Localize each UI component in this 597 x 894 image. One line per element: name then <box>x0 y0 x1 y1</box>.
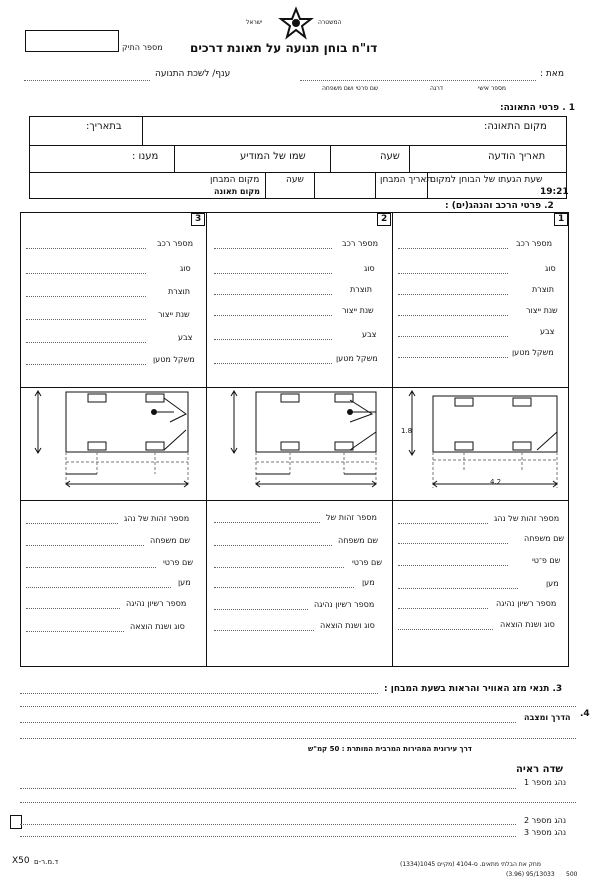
driver1-view-label: נהג מספר 1 <box>524 778 567 787</box>
vehicle1-length: 4.2 <box>490 478 502 486</box>
v2-driver-field: שם משפחה <box>338 536 379 545</box>
driver3-view-line[interactable] <box>20 836 516 837</box>
driver2-view-line[interactable] <box>20 824 516 825</box>
from-label: מאת : <box>540 69 564 79</box>
print-info-line1: מחק את הבלתי מתאים. ס-4104 (מקיים 1045(1334) <box>400 861 541 868</box>
v3-driver-input[interactable] <box>26 523 118 524</box>
v1-driver-field: מען <box>546 579 559 588</box>
v2-input[interactable] <box>214 273 332 274</box>
v3-driver-field: סוג ושנת הוצאה <box>130 622 185 631</box>
weather-line[interactable] <box>20 693 378 694</box>
v2-driver-field: שם פרטי <box>352 558 383 567</box>
v3-input[interactable] <box>26 296 146 297</box>
police-emblem-icon <box>276 6 316 40</box>
from-line[interactable] <box>300 80 536 81</box>
v2-driver-input[interactable] <box>214 545 332 546</box>
v1-field: תוצרת <box>532 285 554 294</box>
notifier-address-label: מענו : <box>132 151 159 162</box>
driver1-view-line-1[interactable] <box>20 788 516 789</box>
v1-input[interactable] <box>398 273 508 274</box>
speed-limit-label: דרך עירונית המהירות המרבית המותרת : 50 קמ"ש <box>308 745 472 753</box>
personal-number-label: מספר אישי <box>478 85 506 92</box>
v1-driver-input[interactable] <box>398 629 493 630</box>
v1-driver-input[interactable] <box>398 608 488 609</box>
v3-driver-field: מספר זהות של נהג <box>124 514 190 523</box>
v3-driver-field: שם משפחה <box>150 536 191 545</box>
v3-input[interactable] <box>26 342 146 343</box>
v1-driver-input[interactable] <box>398 588 518 589</box>
v3-driver-input[interactable] <box>26 567 156 568</box>
v1-input[interactable] <box>398 248 508 249</box>
v3-field: מספר רכב <box>157 239 194 248</box>
driver1-view-line-2[interactable] <box>20 802 576 803</box>
v3-field: תוצרת <box>168 287 190 296</box>
page-title: דו"ח בוחן תנועה על תאונת דרכים <box>190 41 378 55</box>
exam-hour-label: שעה <box>286 175 304 185</box>
v2-field: תוצרת <box>350 285 372 294</box>
v3-input[interactable] <box>26 319 146 320</box>
accident-place-label: מקום התאונה: <box>484 121 547 132</box>
to-line[interactable] <box>24 80 150 81</box>
v3-field: צבע <box>178 333 193 342</box>
v1-field: שנת ייצור <box>526 306 558 315</box>
v1-driver-field: סוג ושנת הוצאה <box>500 620 555 629</box>
v2-driver-input[interactable] <box>214 567 344 568</box>
v2-input[interactable] <box>214 339 332 340</box>
form-code: ד.מ.ר-ם <box>34 858 59 866</box>
arrival-time: 19:21 <box>540 187 569 197</box>
field-of-view-label: שדה ראיה <box>516 764 563 775</box>
v2-field: מספר רכב <box>342 239 379 248</box>
vehicle-diagram-2 <box>209 388 390 500</box>
driver3-view-label: נהג מספר 3 <box>524 828 567 837</box>
section3-heading: 3. תנאי מזג האוויר והראות בשעת המבחן : <box>384 684 563 694</box>
v3-input[interactable] <box>26 273 146 274</box>
exam-date-label: תאריך המבחן <box>380 175 433 185</box>
section4-heading: 4. <box>580 709 590 719</box>
v2-field: סוג <box>364 264 375 273</box>
name-label: שם פרטי ושם משפחה <box>322 85 379 92</box>
vehicle-number-1: 1 <box>558 214 565 224</box>
v2-driver-input[interactable] <box>214 630 314 631</box>
v2-field: צבע <box>362 330 377 339</box>
state-small-text: ישראל <box>246 19 263 26</box>
v1-driver-field: מספר רשיון נהיגה <box>496 599 557 608</box>
v2-driver-input[interactable] <box>214 587 354 588</box>
v1-input[interactable] <box>398 315 508 316</box>
side-margin-box <box>10 815 22 829</box>
v1-input[interactable] <box>398 336 508 337</box>
vehicle-number-2: 2 <box>381 214 388 224</box>
v1-field: צבע <box>540 327 555 336</box>
v3-input[interactable] <box>26 364 146 365</box>
v1-input[interactable] <box>398 357 508 358</box>
v2-input[interactable] <box>214 363 332 364</box>
vehicle-number-3: 3 <box>195 214 202 224</box>
v2-driver-field: מספר זהות של <box>326 513 377 522</box>
to-label: ענף/ לשכת התנועה <box>155 69 231 79</box>
v2-driver-field: מספר רשיון נהיגה <box>314 600 375 609</box>
v2-input[interactable] <box>214 315 332 316</box>
v3-driver-field: מען <box>178 578 191 587</box>
v3-driver-input[interactable] <box>26 631 124 632</box>
v1-driver-input[interactable] <box>398 565 508 566</box>
v1-driver-field: מספר זהות של נהג <box>494 514 560 523</box>
v1-field: סוג <box>545 264 556 273</box>
v3-field: סוג <box>180 264 191 273</box>
v3-driver-input[interactable] <box>26 608 120 609</box>
vehicle-diagram-1 <box>395 388 567 500</box>
vehicle1-width: 1.8 <box>401 427 413 435</box>
print-info-line2: 95/13033 (3.96) <box>506 871 555 878</box>
v1-driver-input[interactable] <box>398 543 508 544</box>
road-label: הדרך ומצבה <box>524 713 571 722</box>
v2-input[interactable] <box>214 294 332 295</box>
v1-field: משקל מטען <box>512 348 554 357</box>
v2-field: שנת ייצור <box>342 306 374 315</box>
vehicle-diagram-3 <box>22 388 204 500</box>
v3-driver-input[interactable] <box>26 587 171 588</box>
notifier-name-label: שמו של המודיע <box>240 151 306 162</box>
driver2-view-label: נהג מספר 2 <box>524 816 567 825</box>
v3-input[interactable] <box>26 248 146 249</box>
v1-input[interactable] <box>398 294 508 295</box>
section2-heading: 2. פרטי הרכב והנהג(ים) : <box>445 201 554 211</box>
v2-driver-field: מען <box>362 578 375 587</box>
file-number-box[interactable] <box>25 30 119 52</box>
form-number: X50 <box>12 856 30 866</box>
notified-hour-label: שעה <box>380 151 400 162</box>
v1-driver-field: שם משפחה <box>524 534 565 543</box>
arrival-label: שעת הגעתו של הבוחן למקום <box>430 175 543 185</box>
v2-driver-input[interactable] <box>214 609 308 610</box>
road-line-2[interactable] <box>20 722 516 723</box>
v3-driver-field: מספר רשיון נהיגה <box>126 599 187 608</box>
v3-field: שנת ייצור <box>158 310 190 319</box>
v3-driver-input[interactable] <box>26 545 144 546</box>
road-line-3[interactable] <box>20 738 576 739</box>
v2-field: משקל מטען <box>336 354 378 363</box>
v3-field: משקל מטען <box>153 355 195 364</box>
v2-driver-field: סוג ושנת הוצאה <box>320 621 375 630</box>
notified-date-label: תאריך הודעה <box>488 151 546 162</box>
v1-driver-field: שם פ־טי <box>532 556 561 565</box>
exam-place-label: מקום המבחן <box>210 175 260 185</box>
accident-date-label: בתאריך: <box>86 121 122 132</box>
rank-label: דרגה <box>430 85 444 92</box>
section1-heading: 1 . פרטי התאונה: <box>500 103 576 113</box>
print-quantity: 500 <box>566 871 578 878</box>
v1-field: מספר רכב <box>516 239 553 248</box>
ministry-small-text: המשטרה <box>318 19 342 26</box>
v2-input[interactable] <box>214 248 332 249</box>
v3-driver-field: שם פרטי <box>163 558 194 567</box>
file-number-label: מספר התיק <box>122 43 163 52</box>
accident-place-value: מקום תאונה <box>214 187 260 196</box>
v2-driver-input[interactable] <box>214 522 320 523</box>
v1-driver-input[interactable] <box>398 523 488 524</box>
road-line-1[interactable] <box>20 706 576 707</box>
